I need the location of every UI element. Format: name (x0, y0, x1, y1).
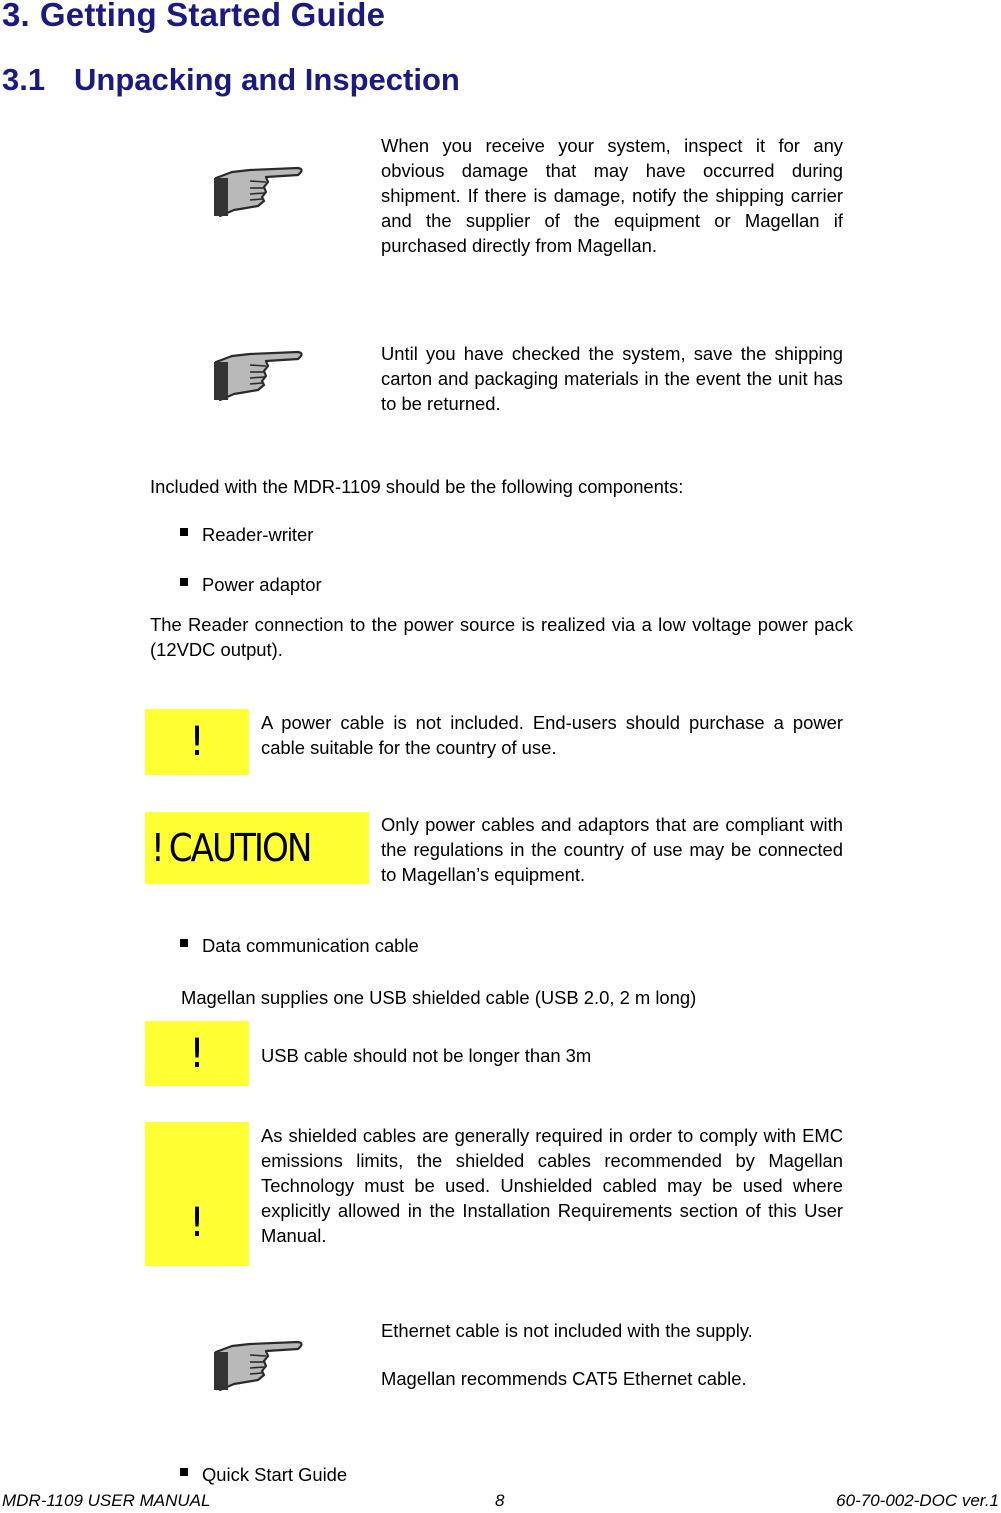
bullet-icon (180, 528, 188, 536)
list-item (180, 574, 322, 596)
note-ethernet-text-2: Magellan recommends CAT5 Ethernet cable. (381, 1368, 747, 1389)
list-item-label: Power adaptor (202, 574, 322, 595)
power-source-text: The Reader connection to the power source is realized via a low voltage power pack (12VDC output). (150, 614, 853, 660)
chapter-title: Getting Started Guide (39, 0, 386, 33)
list-item (180, 1464, 347, 1486)
warning-icon (145, 1122, 249, 1266)
note-inspect-text: When you receive your system, inspect it for any obvious damage that may have occurred during shipment. If there is damage, notify the shipping carrier and the supplier of the equipment or Magellan if purchased directly from Magellan. (381, 135, 843, 256)
usb-supply-text: Magellan supplies one USB shielded cable (USB 2.0, 2 m long) (181, 987, 697, 1008)
section-title: Unpacking and Inspection (74, 62, 460, 97)
list-item (180, 935, 419, 957)
chapter-heading (2, 0, 385, 34)
list-item-label: Quick Start Guide (202, 1464, 348, 1485)
warning-usb-length-text: USB cable should not be longer than 3m (261, 1045, 592, 1066)
list-item-label: Data communication cable (202, 935, 419, 956)
caution-label: CAUTION (168, 826, 311, 870)
warning-icon (145, 709, 249, 775)
exclamation-icon: ! (188, 1030, 206, 1077)
footer-left: MDR-1109 USER MANUAL (2, 1491, 211, 1510)
exclamation-icon: ! (188, 1200, 206, 1246)
bullet-icon (180, 1468, 188, 1476)
warning-shielded-text: As shielded cables are generally required in order to comply with EMC emissions limits, the shielded cables recommended by Magellan Technology must be used. Unshielded cabled may be used where explicitly allowed in the Installation Requirements section of this User Manual. (261, 1125, 843, 1246)
warning-icon (145, 1021, 249, 1086)
caution-text: Only power cables and adaptors that are compliant with the regulations in the country of use may be connected to Magellan’s equipment. (381, 814, 843, 885)
section-number: 3.1 (2, 62, 46, 97)
note-ethernet-text-1: Ethernet cable is not included with the supply. (381, 1320, 753, 1341)
pointing-hand-icon (210, 158, 306, 220)
pointing-hand-icon (210, 1332, 306, 1394)
warning-power-cable-text: A power cable is not included. End-users should purchase a power cable suitable for the country of use. (261, 712, 843, 758)
pointing-hand-icon (210, 342, 306, 404)
footer-right: 60-70-002-DOC ver.1 (836, 1491, 999, 1510)
section-heading (2, 62, 460, 98)
list-item-label: Reader-writer (202, 524, 314, 545)
list-item (180, 524, 313, 546)
caution-badge (145, 812, 369, 884)
exclamation-icon: ! (151, 826, 163, 870)
bullet-icon (180, 578, 188, 586)
chapter-number: 3. (2, 0, 30, 33)
exclamation-icon: ! (188, 719, 206, 765)
included-intro: Included with the MDR-1109 should be the following components: (150, 476, 684, 497)
note-save-carton-text: Until you have checked the system, save the shipping carton and packaging materials in the event the unit has to be returned. (381, 343, 843, 414)
footer-page-number: 8 (495, 1491, 505, 1510)
bullet-icon (180, 939, 188, 947)
